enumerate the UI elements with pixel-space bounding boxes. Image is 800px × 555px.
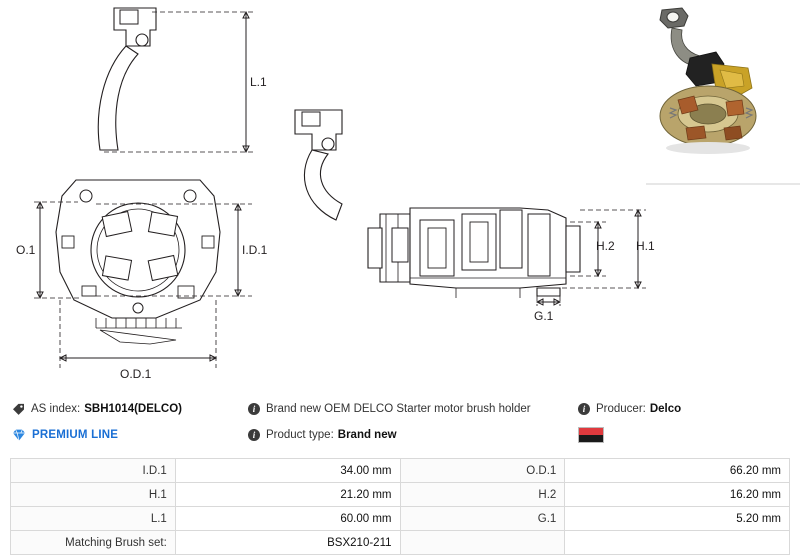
product-type bbox=[248, 429, 578, 441]
spec-value: 34.00 mm bbox=[175, 459, 400, 483]
side-view bbox=[295, 110, 580, 298]
product-type-label: Product type: bbox=[266, 429, 334, 441]
dim-h1: H.1 bbox=[636, 239, 655, 253]
diamond-icon bbox=[12, 428, 26, 442]
spec-key: L.1 bbox=[11, 507, 176, 531]
spec-value: 5.20 mm bbox=[565, 507, 790, 531]
spec-key: H.2 bbox=[400, 483, 565, 507]
producer-label: Producer: bbox=[596, 403, 646, 415]
as-index-value: SBH1014(DELCO) bbox=[84, 403, 183, 415]
as-index-label: AS index: bbox=[31, 403, 81, 415]
as-index bbox=[12, 403, 248, 416]
dim-g1: G.1 bbox=[534, 309, 554, 323]
producer-value: Delco bbox=[649, 403, 682, 415]
specifications-table bbox=[10, 458, 790, 555]
table-row bbox=[11, 483, 790, 507]
spec-key: Matching Brush set: bbox=[11, 531, 176, 555]
origin-flag bbox=[578, 427, 788, 443]
info-block bbox=[0, 396, 800, 458]
product-description bbox=[248, 403, 578, 415]
premium-line-label: PREMIUM LINE bbox=[32, 429, 119, 441]
spec-key: H.1 bbox=[11, 483, 176, 507]
info-icon: i bbox=[578, 403, 590, 415]
spec-value-empty bbox=[565, 531, 790, 555]
spec-key: G.1 bbox=[400, 507, 565, 531]
dim-h2: H.2 bbox=[596, 239, 615, 253]
spec-value: 66.20 mm bbox=[565, 459, 790, 483]
dim-l1-left: L.1 bbox=[250, 75, 267, 89]
flag-top-stripe bbox=[579, 428, 603, 435]
table-row bbox=[11, 459, 790, 483]
producer bbox=[578, 403, 788, 415]
dim-o1: O.1 bbox=[16, 243, 36, 257]
product-photo bbox=[642, 4, 782, 164]
spec-key: O.D.1 bbox=[400, 459, 565, 483]
spec-value: 16.20 mm bbox=[565, 483, 790, 507]
premium-line-badge bbox=[12, 428, 248, 442]
spec-value: BSX210-211 bbox=[175, 531, 400, 555]
info-icon: i bbox=[248, 403, 260, 415]
dim-id1: I.D.1 bbox=[242, 243, 268, 257]
dim-od1: O.D.1 bbox=[120, 367, 152, 381]
tag-icon bbox=[12, 403, 25, 416]
product-type-value: Brand new bbox=[337, 429, 397, 441]
table-row bbox=[11, 507, 790, 531]
info-row-1 bbox=[12, 396, 788, 422]
info-row-2 bbox=[12, 422, 788, 448]
flag-icon bbox=[578, 427, 604, 443]
spec-key-empty bbox=[400, 531, 565, 555]
spec-value: 21.20 mm bbox=[175, 483, 400, 507]
table-row bbox=[11, 531, 790, 555]
spec-value: 60.00 mm bbox=[175, 507, 400, 531]
left-view bbox=[56, 8, 220, 344]
spec-key: I.D.1 bbox=[11, 459, 176, 483]
flag-bottom-stripe bbox=[579, 435, 603, 442]
product-description-text: Brand new OEM DELCO Starter motor brush holder bbox=[266, 403, 531, 415]
info-icon: i bbox=[248, 429, 260, 441]
